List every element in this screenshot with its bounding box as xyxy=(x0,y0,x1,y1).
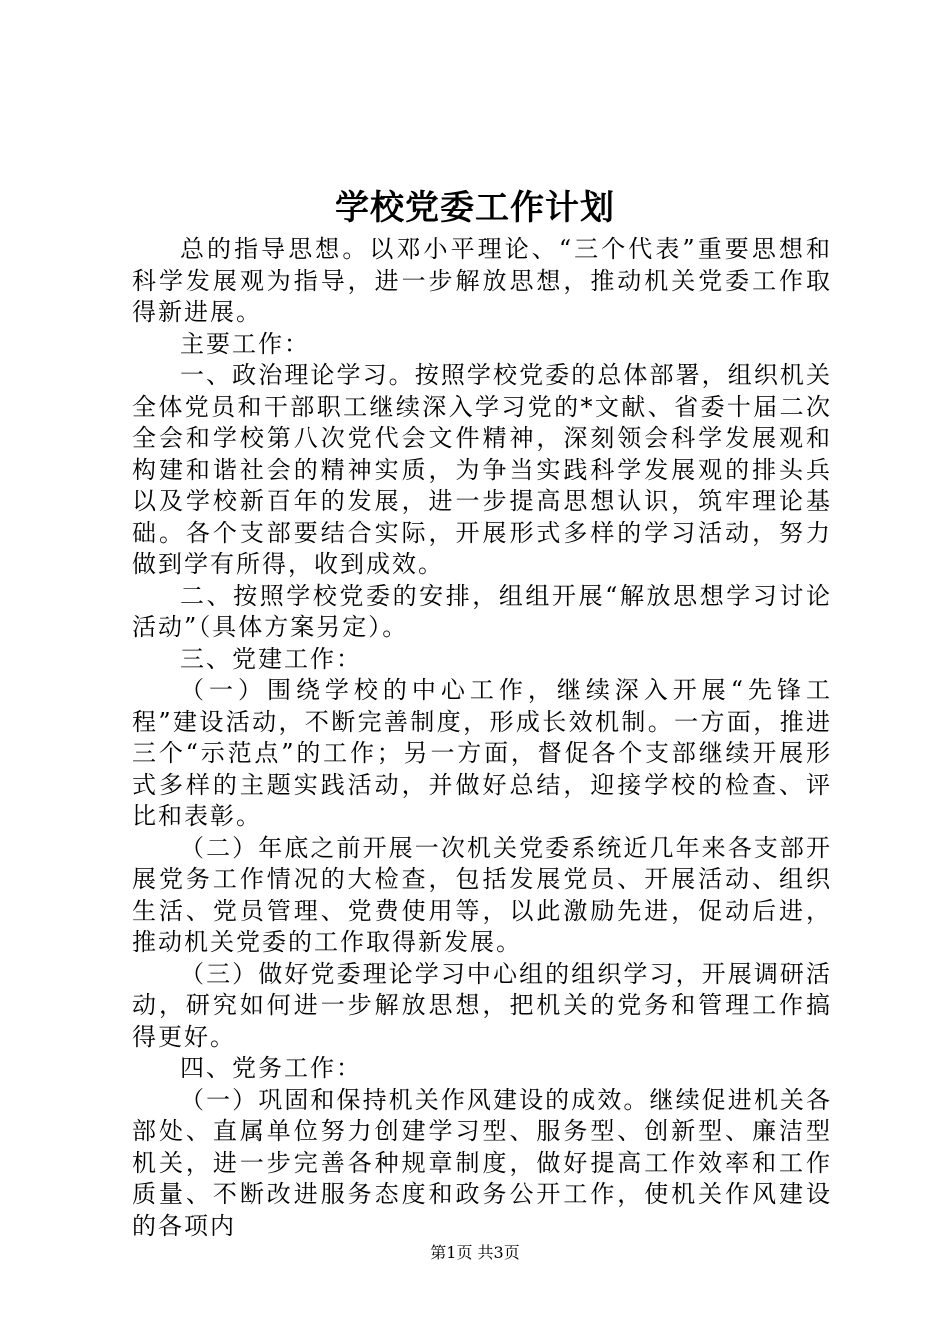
paragraph-discussion-activity: 二、按照学校党委的安排，组组开展“解放思想学习讨论活动”（具体方案另定）。 xyxy=(132,581,832,641)
paragraph-party-building-heading: 三、党建工作： xyxy=(180,644,362,673)
document-body xyxy=(132,234,832,1242)
paragraph-guiding-thought: 总的指导思想。以邓小平理论、“三个代表”重要思想和科学发展观为指导，进一步解放思想，推动机关党委工作取得新进展。 xyxy=(132,235,832,326)
page-footer: 第1页 共3页 xyxy=(430,1243,520,1262)
paragraph-party-affairs-heading: 四、党务工作： xyxy=(180,1054,362,1082)
paragraph-party-affairs-1: （一）巩固和保持机关作风建设的成效。继续促进机关各部处、直属单位努力创建学习型、服务型、创新型、廉洁型机关，进一步完善各种规章制度，做好提高工作效率和工作质量、不断改进服务态度和政务公开工作，使机关作风建设的各项内 xyxy=(132,1085,832,1240)
paragraph-political-study: 一、政治理论学习。按照学校党委的总体部署，组织机关全体党员和干部职工继续深入学习党的*文献、省委十届二次全会和学校第八次党代会文件精神，深刻领会科学发展观和构建和谐社会的精神实质，为争当实践科学发展观的排头兵以及学校新百年的发展，进一步提高思想认识，筑牢理论基础。各个支部要结合实际，开展形式多样的学习活动，努力做到学有所得，收到成效。 xyxy=(132,361,832,578)
paragraph-party-building-1: （一）围绕学校的中心工作，继续深入开展“先锋工程”建设活动，不断完善制度，形成长效机制。一方面，推进三个“示范点”的工作；另一方面，督促各个支部继续开展形式多样的主题实践活动，并做好总结，迎接学校的检查、评比和表彰。 xyxy=(132,676,832,830)
paragraph-party-building-2: （二）年底之前开展一次机关党委系统近几年来各支部开展党务工作情况的大检查，包括发展党员、开展活动、组织生活、党员管理、党费使用等，以此激励先进，促动后进，推动机关党委的工作取得新发展。 xyxy=(132,833,832,956)
paragraph-main-work: 主要工作： xyxy=(180,329,310,358)
paragraph-party-building-3: （三）做好党委理论学习中心组的组织学习，开展调研活动，研究如何进一步解放思想，把机关的党务和管理工作搞得更好。 xyxy=(132,959,832,1051)
document-title: 学校党委工作计划 xyxy=(335,188,615,228)
